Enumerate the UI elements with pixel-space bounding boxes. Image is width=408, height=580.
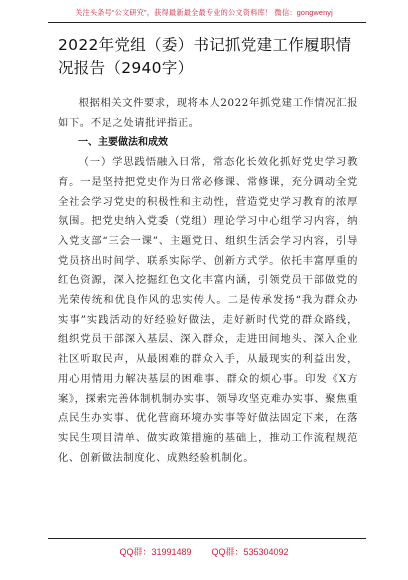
footer-qq-group-1: QQ群：31991489 bbox=[119, 547, 192, 557]
header-divider bbox=[48, 22, 366, 23]
footer bbox=[0, 545, 408, 558]
document-body bbox=[58, 94, 358, 468]
top-banner: 关注头条号“公文研究”，获得最新最全最专业的公文资料库！ 微信：gongwenyj bbox=[75, 8, 333, 17]
section-heading: 一、主要做法和成效 bbox=[78, 137, 168, 149]
intro-paragraph: 根据相关文件要求，现将本人2022年抓党建工作情况汇报如下。不足之处请批评指正。 bbox=[58, 97, 358, 129]
footer-qq-group-2: QQ群：535304092 bbox=[211, 547, 289, 557]
footer-divider bbox=[48, 538, 366, 539]
document-title: 2022年党组（委）书记抓党建工作履职情况报告（2940字） bbox=[58, 36, 352, 77]
body-paragraph: （一）学思践悟融入日常，常态化长效化抓好党史学习教育。一是坚持把党史作为日常必修课、常修课，充分调动全党全社会学习党史的积极性和主动性，营造党史学习教育的浓厚氛围。把党史纳入党委（党组）理论学习中心组学习内容，纳入党支部“三会一课”、主题党日、组织生活会学习内容，引导党员挤出时间学、联系实际学、创新方式学。依托丰富厚重的红色资源，深入挖掘红色文化丰富内涵，引领党员干部做党的光荣传统和优良作风的忠实传人。二是传承发扬“我为群众办实事”实践活动的好经验好做法，走好新时代党的群众路线，组织党员干部深入基层、深入群众，走进田间地头、深入企业社区听取民声，从最困难的群众入手，从最现实的利益出发，用心用情用力解决基层的困难事、群众的烦心事。印发《X方案》，探索完善体制机制办实事、领导攻坚克难办实事、聚焦重点民生办实事、优化营商环境办实事等好做法固定下来，在落实民生项目清单、做实政策措施的基础上，推动工作流程规范化、创新做法制度化、成熟经验机制化。 bbox=[58, 156, 358, 464]
